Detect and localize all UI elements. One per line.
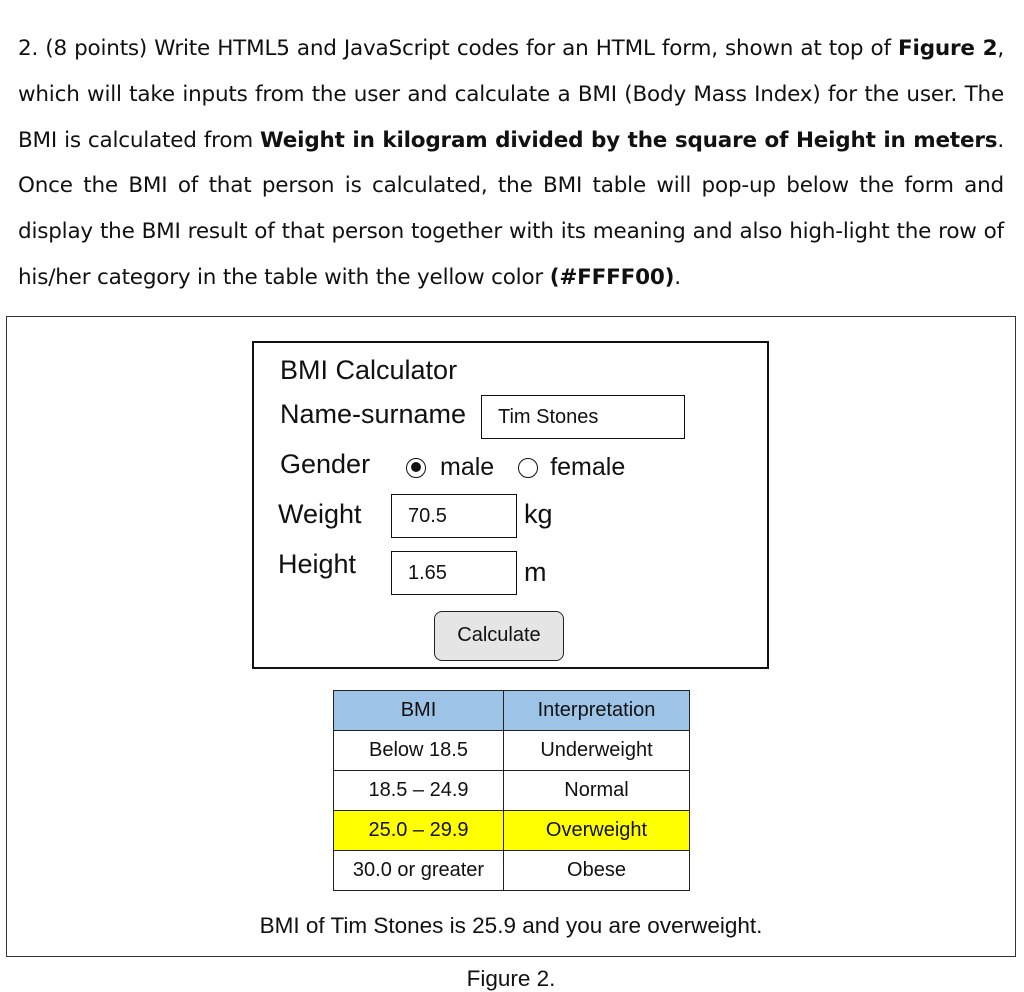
weight-input[interactable]: 70.5: [391, 494, 517, 538]
weight-unit: kg: [524, 499, 553, 529]
male-label: male: [440, 453, 495, 481]
question-text: [18, 26, 1004, 301]
bmi-cell: 30.0 or greater: [334, 851, 504, 891]
question-lead: 2. (8 points) Write HTML5 and JavaScript codes for an HTML form, shown at top of: [18, 36, 899, 61]
question-tail: .: [674, 264, 681, 290]
height-input[interactable]: 1.65: [391, 551, 517, 595]
gender-radio-group: [406, 453, 625, 482]
table-row-highlighted: [334, 811, 690, 851]
height-label: Height: [278, 549, 357, 579]
bmi-formula: Weight in kilogram divided by the square of Height in meters: [260, 127, 998, 153]
table-row: [334, 851, 690, 891]
interpretation-header: Interpretation: [504, 691, 690, 731]
table-row: [334, 731, 690, 771]
male-radio[interactable]: [406, 458, 426, 478]
highlight-color-code: (#FFFF00): [549, 264, 675, 290]
name-label: Name-surname: [280, 399, 467, 429]
table-row: [334, 771, 690, 811]
gender-label: Gender: [280, 449, 371, 479]
table-header-row: [334, 691, 690, 731]
weight-label: Weight: [278, 499, 362, 529]
interpretation-cell: Obese: [504, 851, 690, 891]
interpretation-cell: Overweight: [504, 811, 690, 851]
height-unit: m: [524, 557, 547, 587]
bmi-cell: 25.0 – 29.9: [334, 811, 504, 851]
interpretation-cell: Normal: [504, 771, 690, 811]
question-middle-2: . Once the BMI of that person is calculated, the BMI table will pop-up below the form and display the BMI result of that person together with its meaning and also high-light the row of his/her category in the table with the yellow color: [18, 127, 1004, 290]
figure-caption: Figure 2.: [466, 966, 556, 991]
bmi-calculator-form: [252, 341, 769, 669]
female-radio[interactable]: [518, 458, 538, 478]
figure-reference: Figure 2: [898, 36, 998, 61]
bmi-cell: Below 18.5: [334, 731, 504, 771]
question-middle: , which will take inputs from the user and calculate a BMI (Body Mass Index) for the user. The BMI is calculated from: [18, 36, 1004, 153]
form-title: BMI Calculator: [280, 355, 458, 385]
bmi-header: BMI: [334, 691, 504, 731]
name-input[interactable]: Tim Stones: [481, 395, 685, 439]
calculate-button[interactable]: Calculate: [434, 611, 564, 661]
bmi-result-text: BMI of Tim Stones is 25.9 and you are overweight.: [259, 913, 763, 938]
bmi-table: [333, 690, 690, 891]
interpretation-cell: Underweight: [504, 731, 690, 771]
bmi-cell: 18.5 – 24.9: [334, 771, 504, 811]
female-label: female: [550, 453, 626, 481]
